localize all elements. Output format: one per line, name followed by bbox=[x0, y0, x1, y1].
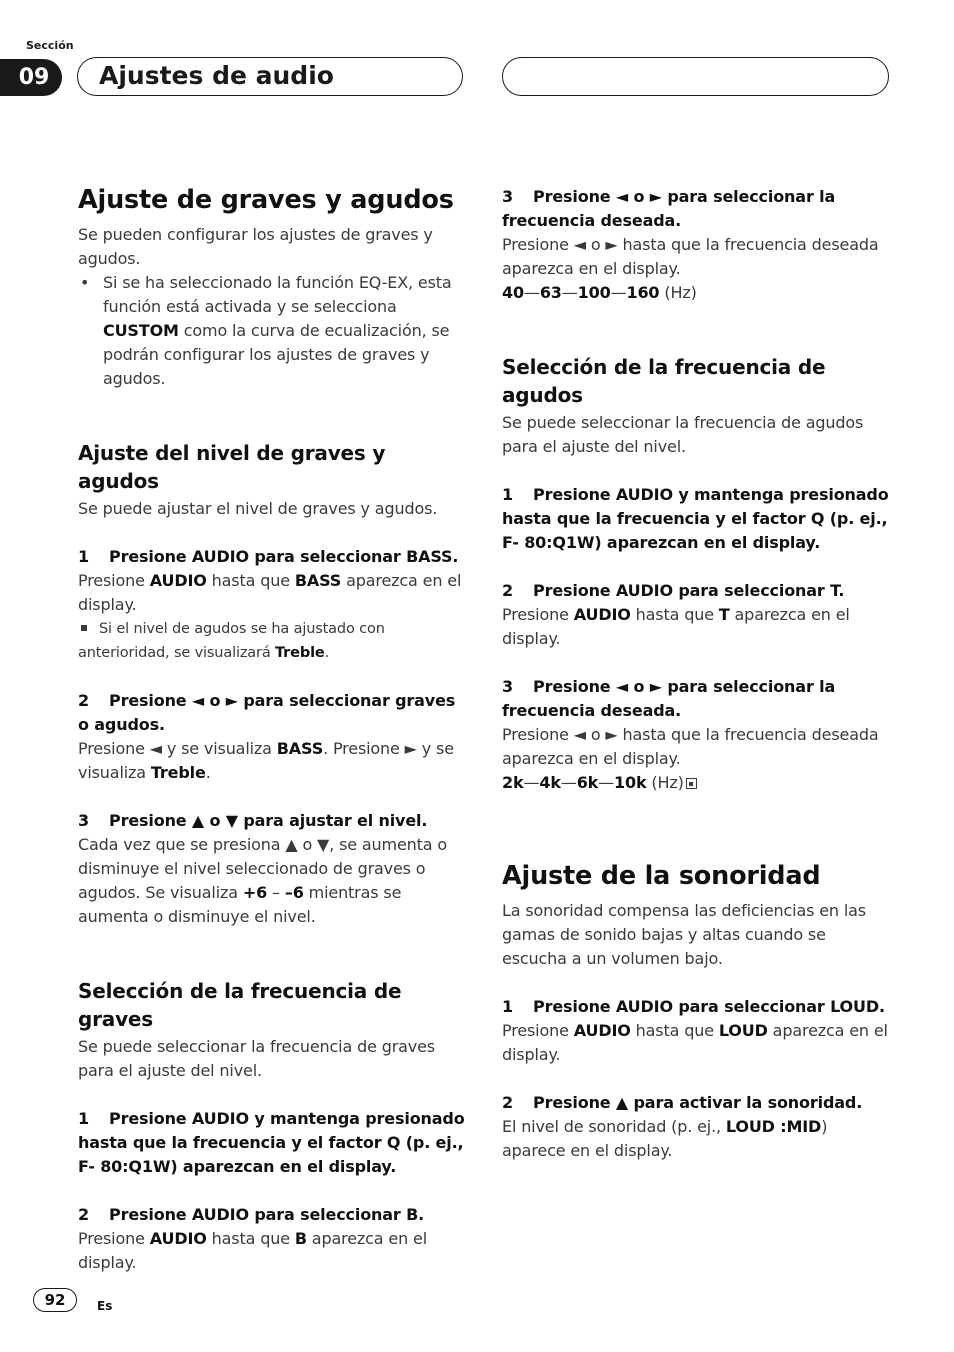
step-body: Presione ◄ o ► hasta que la frecuencia deseada aparezca en el display. bbox=[502, 235, 879, 278]
step-body: El nivel de sonoridad (p. ej., LOUD :MID) aparece en el display. bbox=[502, 1117, 828, 1160]
section-title: Ajustes de audio bbox=[99, 61, 334, 90]
step-body: Presione AUDIO hasta que T aparezca en el display. bbox=[502, 605, 850, 648]
page-number: 92 bbox=[33, 1288, 77, 1312]
heading-treble-frequency: Selección de la frecuencia de agudos bbox=[502, 355, 826, 407]
step-heading: 3 Presione ◄ o ► para seleccionar la frecuencia deseada. bbox=[502, 187, 836, 230]
language-code: Es bbox=[97, 1299, 113, 1313]
step-heading: 1 Presione AUDIO y mantenga presionado hasta que la frecuencia y el factor Q (p. ej., F- 80:Q1W) aparezcan en el display. bbox=[78, 1109, 465, 1176]
step-body: Presione ◄ o ► hasta que la frecuencia deseada aparezca en el display. bbox=[502, 725, 879, 768]
heading-bass-treble: Ajuste de graves y agudos bbox=[78, 185, 454, 215]
step-body: Presione AUDIO hasta que LOUD aparezca en el display. bbox=[502, 1021, 888, 1064]
step-body: Presione AUDIO hasta que BASS aparezca en el display. bbox=[78, 571, 462, 614]
section-intro: Se puede seleccionar la frecuencia de agudos para el ajuste del nivel. bbox=[502, 413, 864, 456]
step-heading: 3 Presione ◄ o ► para seleccionar la frecuencia deseada. bbox=[502, 677, 836, 720]
section-intro: Se puede seleccionar la frecuencia de graves para el ajuste del nivel. bbox=[78, 1037, 435, 1080]
section-intro: Se puede ajustar el nivel de graves y agudos. bbox=[78, 499, 438, 518]
end-mark-icon bbox=[686, 778, 697, 789]
intro-text: Se pueden configurar los ajustes de graves y agudos. bbox=[78, 225, 433, 268]
bullet-item: • Si se ha seleccionado la función EQ-EX, esta función está activada y se selecciona CUSTOM como la curva de ecualización, se podrán configurar los ajustes de graves y agudos. bbox=[80, 273, 452, 388]
treble-frequency-list: 2k—4k—6k—10k (Hz) bbox=[502, 771, 894, 795]
header-empty-frame bbox=[502, 57, 889, 96]
heading-level-adjust: Ajuste del nivel de graves y agudos bbox=[78, 441, 386, 493]
heading-bass-frequency: Selección de la frecuencia de graves bbox=[78, 979, 402, 1031]
step-heading: 3 Presione ▲ o ▼ para ajustar el nivel. bbox=[78, 811, 428, 830]
section-number-badge: 09 bbox=[0, 59, 62, 96]
step-heading: 2 Presione ▲ para activar la sonoridad. bbox=[502, 1093, 863, 1112]
step-body: Presione AUDIO hasta que B aparezca en el display. bbox=[78, 1229, 427, 1272]
step-body: Presione ◄ y se visualiza BASS. Presione ► y se visualiza Treble. bbox=[78, 739, 454, 782]
step-heading: 1 Presione AUDIO para seleccionar LOUD. bbox=[502, 997, 885, 1016]
step-heading: 1 Presione AUDIO y mantenga presionado hasta que la frecuencia y el factor Q (p. ej., F- 80:Q1W) aparezcan en el display. bbox=[502, 485, 889, 552]
section-intro: La sonoridad compensa las deficiencias en las gamas de sonido bajas y altas cuando se escucha a un volumen bajo. bbox=[502, 901, 866, 968]
heading-loudness: Ajuste de la sonoridad bbox=[502, 861, 821, 891]
note-square-icon bbox=[81, 625, 87, 631]
bass-frequency-list: 40—63—100—160 (Hz) bbox=[502, 283, 697, 302]
step-heading: 1 Presione AUDIO para seleccionar BASS. bbox=[78, 547, 459, 566]
bullet-mark: • bbox=[80, 273, 90, 292]
step-heading: 2 Presione ◄ o ► para seleccionar graves o agudos. bbox=[78, 691, 456, 734]
note: Si el nivel de agudos se ha ajustado con anterioridad, se visualizará Treble. bbox=[78, 621, 385, 661]
left-column bbox=[78, 183, 470, 1275]
right-column bbox=[502, 185, 894, 1163]
step-heading: 2 Presione AUDIO para seleccionar B. bbox=[78, 1205, 425, 1224]
step-heading: 2 Presione AUDIO para seleccionar T. bbox=[502, 581, 845, 600]
step-body: Cada vez que se presiona ▲ o ▼, se aumenta o disminuye el nivel seleccionado de graves o agudos. Se visualiza +6 – –6 mientras se aumenta o disminuye el nivel. bbox=[78, 835, 448, 926]
section-label: Sección bbox=[26, 39, 74, 52]
